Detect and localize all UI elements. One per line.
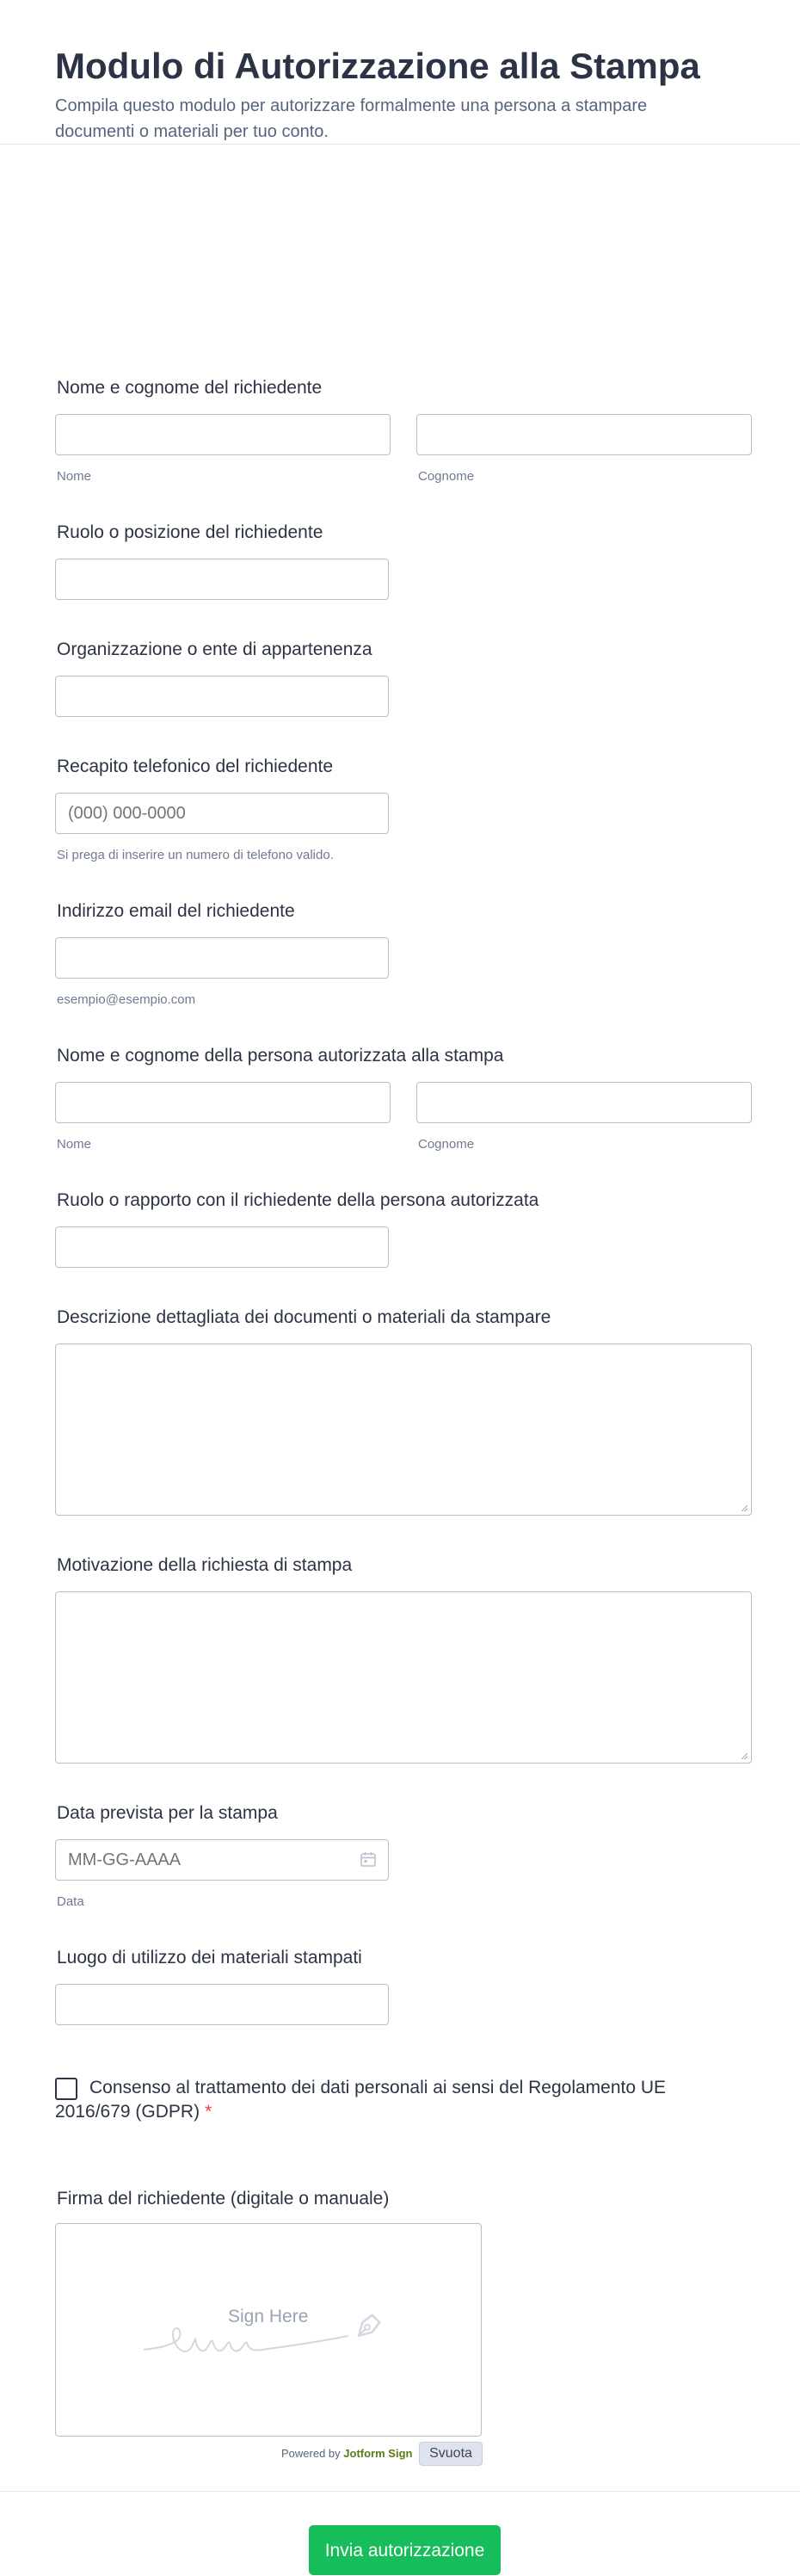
- motivation-textarea[interactable]: [55, 1591, 752, 1764]
- page-title: Modulo di Autorizzazione alla Stampa: [55, 46, 700, 86]
- authorized-first-name-sublabel: Nome: [57, 1137, 92, 1152]
- resize-grip-icon[interactable]: [741, 1752, 748, 1759]
- requester-last-name-input[interactable]: [416, 414, 752, 455]
- phone-sublabel: Si prega di inserire un numero di telefono valido.: [57, 848, 334, 862]
- requester-first-name-sublabel: Nome: [57, 469, 92, 484]
- resize-grip-icon[interactable]: [741, 1504, 748, 1511]
- date-input[interactable]: [55, 1839, 389, 1881]
- powered-by: [281, 2447, 412, 2460]
- location-label: Luogo di utilizzo dei materiali stampati: [57, 1948, 362, 1968]
- calendar-icon[interactable]: [360, 1850, 377, 1868]
- clear-signature-button[interactable]: Svuota: [419, 2442, 483, 2466]
- sign-here-placeholder: Sign Here: [228, 2307, 309, 2326]
- date-label: Data prevista per la stampa: [57, 1803, 278, 1823]
- signature-label: Firma del richiedente (digitale o manuale): [57, 2189, 390, 2208]
- powered-prefix: Powered by: [281, 2447, 341, 2460]
- authorized-role-input[interactable]: [55, 1226, 389, 1268]
- requester-last-name-sublabel: Cognome: [418, 469, 475, 484]
- requester-name-label: Nome e cognome del richiedente: [57, 378, 323, 398]
- motivation-label: Motivazione della richiesta di stampa: [57, 1555, 353, 1575]
- authorized-first-name-input[interactable]: [55, 1082, 391, 1123]
- submit-button[interactable]: Invia autorizzazione: [309, 2525, 501, 2575]
- page-subtitle: Compila questo modulo per autorizzare formalmente una persona a stampare documenti o materiali per tuo conto.: [55, 96, 648, 141]
- powered-brand[interactable]: Jotform Sign: [343, 2447, 413, 2460]
- requester-role-input[interactable]: [55, 559, 389, 600]
- email-label: Indirizzo email del richiedente: [57, 901, 295, 921]
- phone-input[interactable]: [55, 793, 389, 834]
- pen-nib-icon: [348, 2308, 386, 2346]
- authorized-name-label: Nome e cognome della persona autorizzata alla stampa: [57, 1046, 504, 1066]
- organization-input[interactable]: [55, 676, 389, 717]
- form-header: [0, 0, 800, 145]
- authorized-last-name-sublabel: Cognome: [418, 1137, 475, 1152]
- phone-label: Recapito telefonico del richiedente: [57, 757, 334, 776]
- requester-role-label: Ruolo o posizione del richiedente: [57, 522, 323, 542]
- authorized-role-label: Ruolo o rapporto con il richiedente della persona autorizzata: [57, 1190, 539, 1210]
- organization-label: Organizzazione o ente di appartenenza: [57, 639, 372, 659]
- date-field: [55, 1839, 389, 1881]
- location-input[interactable]: [55, 1984, 389, 2025]
- authorized-last-name-input[interactable]: [416, 1082, 752, 1123]
- email-sublabel: esempio@esempio.com: [57, 992, 196, 1007]
- consent-text: [55, 2076, 709, 2124]
- required-mark: *: [205, 2102, 212, 2122]
- date-sublabel: Data: [57, 1894, 84, 1909]
- requester-first-name-input[interactable]: [55, 414, 391, 455]
- description-textarea[interactable]: [55, 1344, 752, 1516]
- footer-divider: [0, 2491, 800, 2492]
- signature-pad[interactable]: [55, 2223, 482, 2437]
- email-input[interactable]: [55, 937, 389, 979]
- consent-label: Consenso al trattamento dei dati personali ai sensi del Regolamento UE 2016/679 (GDPR): [55, 2078, 667, 2122]
- description-label: Descrizione dettagliata dei documenti o materiali da stampare: [57, 1307, 551, 1327]
